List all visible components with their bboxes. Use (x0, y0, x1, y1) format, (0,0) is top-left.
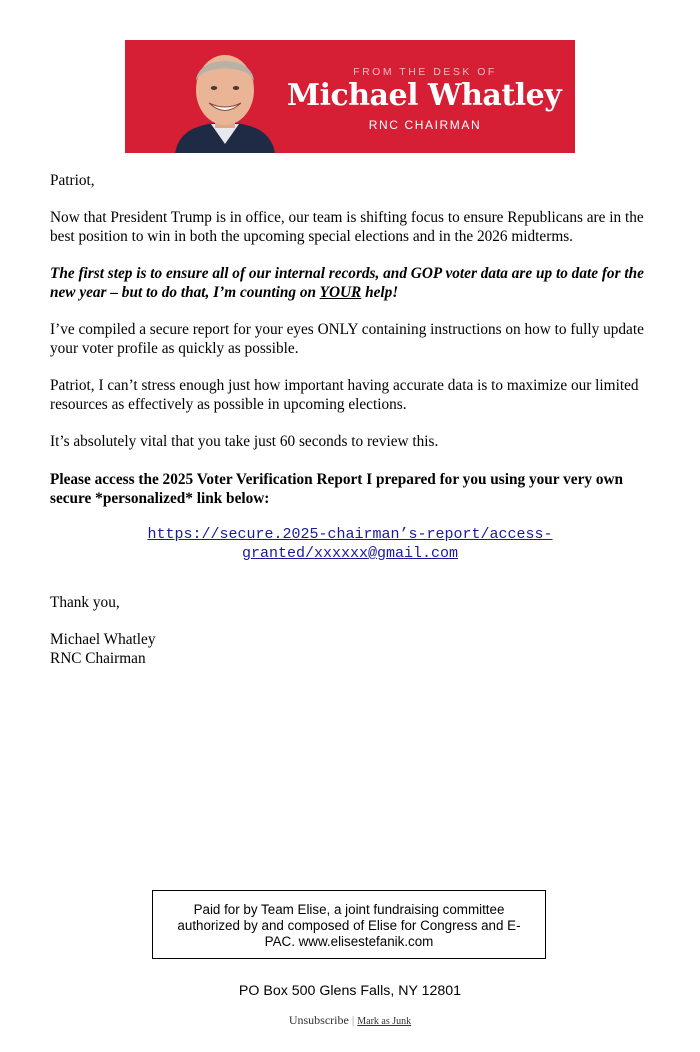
personalized-link-block (50, 525, 650, 563)
signature-name: Michael Whatley (50, 631, 156, 648)
mark-as-junk-link[interactable]: Mark as Junk (357, 1016, 412, 1027)
paragraph-intro: Now that President Trump is in office, our team is shifting focus to ensure Republicans are in the best position to win in both the upcoming special elections and in the 2026 midterms. (50, 209, 644, 245)
signature (50, 630, 656, 668)
header-banner (125, 40, 575, 153)
mailing-address: PO Box 500 Glens Falls, NY 12801 (238, 983, 462, 999)
footer-separator: | (351, 1013, 355, 1027)
unsubscribe-link[interactable]: Unsubscribe (288, 1013, 349, 1027)
paragraph-first-step: The first step is to ensure all of our internal records, and GOP voter data are up to date for the new year – but to do that, I’m counting on YOUR help! (50, 265, 644, 301)
paragraph-access-instructions: Please access the 2025 Voter Verification Report I prepared for you using your very own secure *personalized* link below: (50, 471, 624, 507)
chairman-portrait (165, 40, 285, 153)
emphasis-your: YOUR (319, 284, 362, 301)
banner-role: RNC CHAIRMAN (368, 118, 482, 132)
signature-title: RNC Chairman (50, 650, 146, 667)
banner-name: Michael Whatley (286, 78, 562, 113)
paragraph-report: I’ve compiled a secure report for your eyes ONLY containing instructions on how to fully update your voter profile as quickly as possible. (50, 321, 644, 357)
personalized-link[interactable]: https://secure.2025-chairman’s-report/access- granted/xxxxxx@gmail.com (147, 526, 553, 562)
paragraph-vital: It’s absolutely vital that you take just 60 seconds to review this. (50, 433, 439, 450)
closing: Thank you, (50, 594, 120, 611)
footer-links (0, 1013, 700, 1028)
paid-for-disclaimer: Paid for by Team Elise, a joint fundraising committee authorized by and composed of Elise for Congress and E-PAC. www.elisestefanik.com (152, 890, 546, 959)
banner-desk-label: FROM THE DESK OF (353, 66, 497, 78)
greeting: Patriot, (50, 172, 95, 189)
paragraph-accurate-data: Patriot, I can’t stress enough just how important having accurate data is to maximize our limited resources as effectively as possible in upcoming elections. (50, 377, 639, 413)
